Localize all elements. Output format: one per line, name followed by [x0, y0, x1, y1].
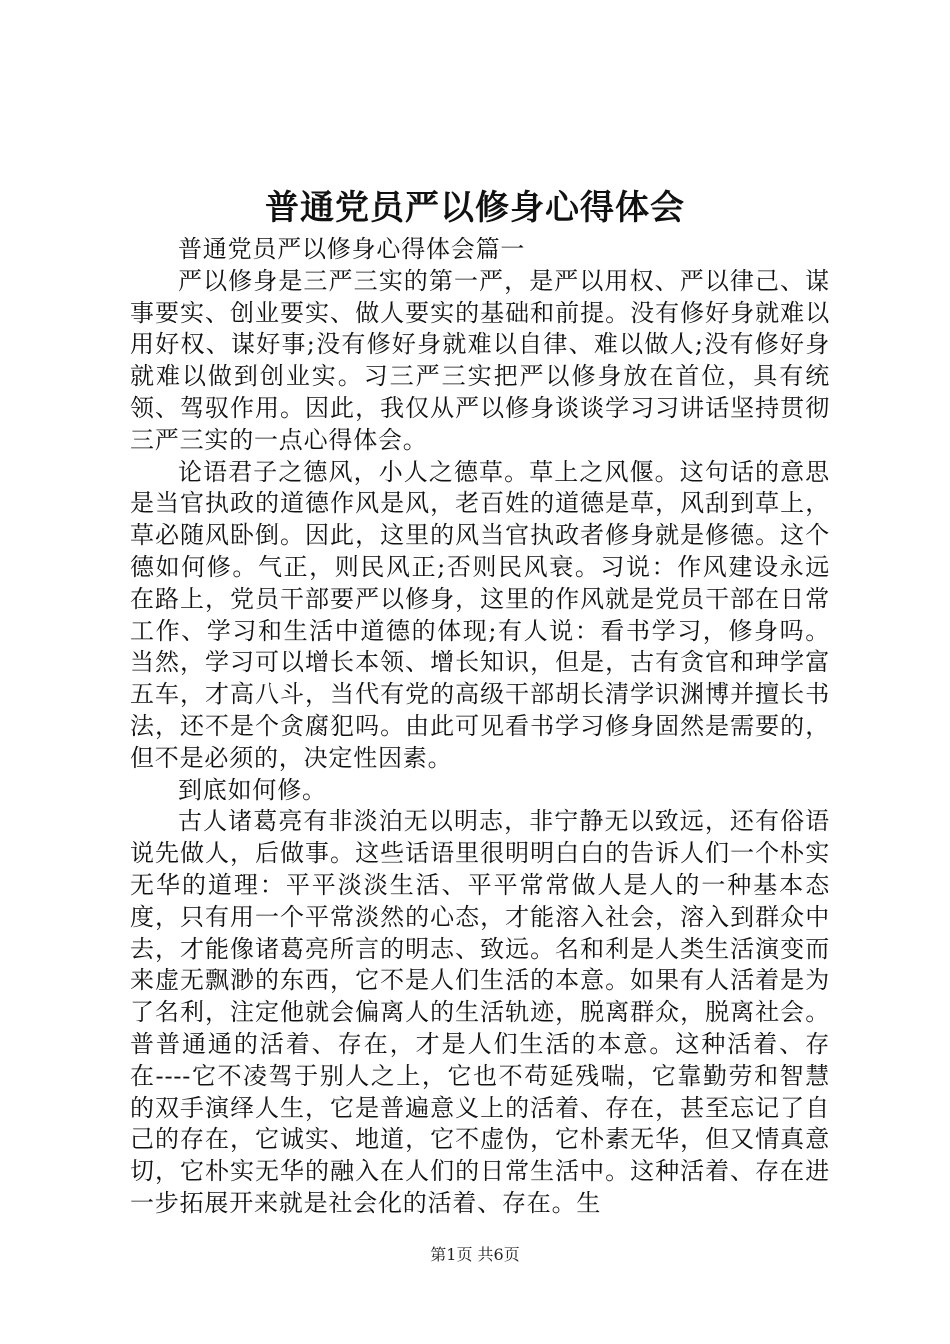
document-body: [130, 234, 830, 1220]
paragraph: 到底如何修。: [178, 775, 327, 804]
document-title: 普通党员严以修身心得体会: [265, 188, 685, 228]
paragraph: 古人诸葛亮有非淡泊无以明志，非宁静无以致远，还有俗语说先做人，后做事。这些话语里很明明白白的告诉人们一个朴实无华的道理：平平淡淡生活、平平常常做人是人的一种基本态度，只有用一个平常淡然的心态，才能溶入社会，溶入到群众中去，才能像诸葛亮所言的明志、致远。名和利是人类生活演变而来虚无飘渺的东西，它不是人们生活的本意。如果有人活着是为了名利，注定他就会偏离人的生活轨迹，脱离群众，脱离社会。普普通通的活着、存在，才是人们生活的本意。这种活着、存在----它不凌驾于别人之上，它也不苟延残喘，它靠勤劳和智慧的双手演绎人生，它是普遍意义上的活着、存在，甚至忘记了自己的存在，它诚实、地道，它不虚伪，它朴素无华，但又情真意切，它朴实无华的融入在人们的日常生活中。这种活着、存在进一步拓展开来就是社会化的活着、存在。生: [130, 807, 830, 1217]
paragraph: 论语君子之德风，小人之德草。草上之风偃。这句话的意思是当官执政的道德作风是风，老百姓的道德是草，风刮到草上，草必随风卧倒。因此，这里的风当官执政者修身就是修德。这个德如何修。气正，则民风正;否则民风衰。习说：作风建设永远在路上，党员干部要严以修身，这里的作风就是党员干部在日常工作、学习和生活中道德的体现;有人说：看书学习，修身吗。当然，学习可以增长本领、增长知识，但是，古有贪官和珅学富五车，才高八斗，当代有党的高级干部胡长清学识渊博并擅长书法，还不是个贪腐犯吗。由此可见看书学习修身固然是需要的，但不是必须的，决定性因素。: [130, 457, 830, 772]
paragraph: 严以修身是三严三实的第一严，是严以用权、严以律己、谋事要实、创业要实、做人要实的基础和前提。没有修好身就难以用好权、谋好事;没有修好身就难以自律、难以做人;没有修好身就难以做到创业实。习三严三实把严以修身放在首位，具有统领、驾驭作用。因此，我仅从严以修身谈谈学习习讲话坚持贯彻三严三实的一点心得体会。: [130, 266, 830, 454]
paragraph-heading: 普通党员严以修身心得体会篇一: [178, 235, 526, 263]
page-number-footer: 第1页 共6页: [430, 1245, 520, 1264]
